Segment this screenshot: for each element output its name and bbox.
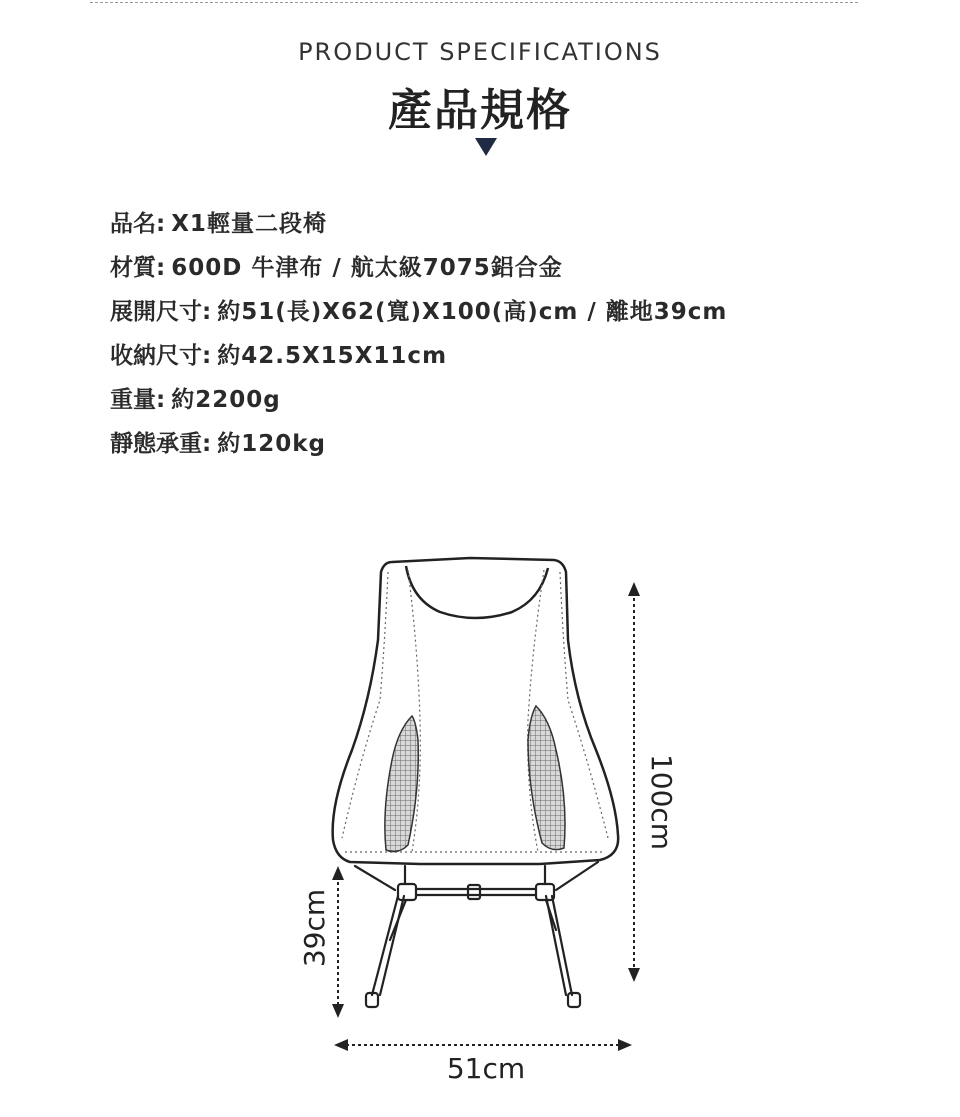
height-label: 100cm <box>645 753 678 851</box>
seat-height-label: 39cm <box>298 888 331 968</box>
right-mesh-panel <box>528 706 565 850</box>
section-subtitle: PRODUCT SPECIFICATIONS <box>298 38 662 66</box>
spec-label: 收納尺寸: <box>110 343 212 369</box>
spec-value: 600D 牛津布 / 航太級7075鋁合金 <box>171 255 563 281</box>
height-arrow-top-icon <box>628 582 640 596</box>
chair-frame <box>355 862 598 1007</box>
spec-value: X1輕量二段椅 <box>171 211 327 237</box>
spec-label: 靜態承重: <box>110 431 212 457</box>
spec-value: 約51(長)X62(寬)X100(高)cm / 離地39cm <box>217 299 728 325</box>
left-mesh-panel <box>385 716 418 852</box>
section-title: 產品規格 <box>388 85 572 136</box>
spec-label: 重量: <box>110 387 166 413</box>
spec-label: 品名: <box>110 211 166 237</box>
width-arrow-left-icon <box>334 1039 348 1051</box>
spec-label: 展開尺寸: <box>110 299 212 325</box>
seat-height-arrow-top-icon <box>332 866 344 880</box>
seat-height-arrow-bottom-icon <box>332 1004 344 1018</box>
width-label: 51cm <box>446 1052 526 1085</box>
spec-value: 約120kg <box>217 431 326 457</box>
spec-label: 材質: <box>110 255 166 281</box>
spec-value: 約42.5X15X11cm <box>217 343 448 369</box>
spec-value: 約2200g <box>171 387 281 413</box>
height-arrow-bottom-icon <box>628 968 640 982</box>
width-arrow-right-icon <box>618 1039 632 1051</box>
chair-body <box>333 558 619 864</box>
